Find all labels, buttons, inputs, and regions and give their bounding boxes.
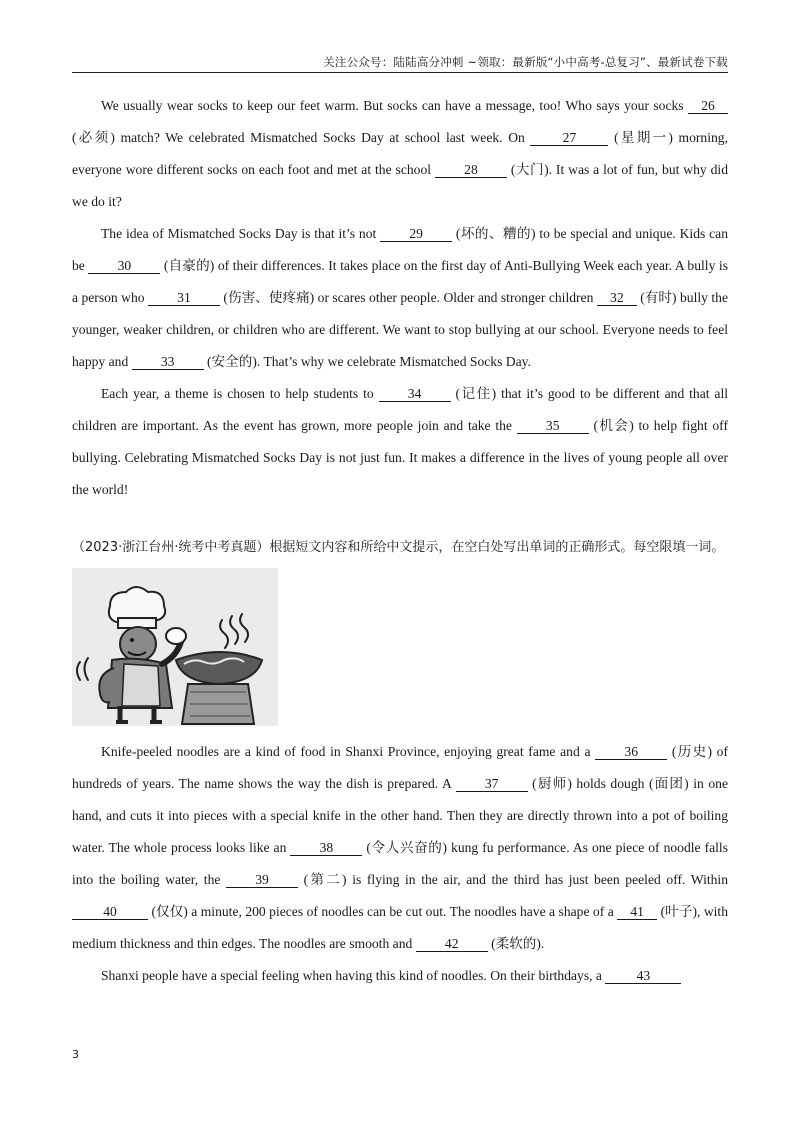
blank-28[interactable]: 28 xyxy=(435,163,507,178)
blank-26[interactable]: 26 xyxy=(688,99,728,114)
passage1-paragraph1 xyxy=(72,90,728,218)
exercise-instruction: （2023·浙江台州·统考中考真题）根据短文内容和所给中文提示，在空白处写出单词的正确形式。每空限填一词。 xyxy=(72,540,725,555)
header-divider xyxy=(72,72,728,73)
blank-37[interactable]: 37 xyxy=(456,777,528,792)
document-body xyxy=(72,90,728,992)
text-span: (厨师) holds dough (面团) in one hand, and cuts it into pieces with a special knife in the other hand. Then they are directly thrown into a pot of boiling water. The whole process looks like an xyxy=(72,776,728,855)
blank-39[interactable]: 39 xyxy=(226,873,298,888)
blank-35[interactable]: 35 xyxy=(517,419,589,434)
blank-34[interactable]: 34 xyxy=(379,387,451,402)
blank-40[interactable]: 40 xyxy=(72,905,148,920)
cook-cutting-noodles-illustration xyxy=(72,568,278,726)
blank-36[interactable]: 36 xyxy=(595,745,667,760)
text-span: Each year, a theme is chosen to help students to xyxy=(101,386,379,401)
text-span: (柔软的). xyxy=(487,936,545,951)
blank-38[interactable]: 38 xyxy=(290,841,362,856)
passage1-paragraph2 xyxy=(72,218,728,378)
text-span: (星期一) morning, everyone wore different socks on each foot and met at the school xyxy=(72,130,728,177)
text-span: (必须) match? We celebrated Mismatched Socks Day at school last week. On xyxy=(72,130,531,145)
text-span: (叶子), with medium thickness and thin edges. The noodles are smooth and xyxy=(72,904,728,951)
text-span: (自豪的) of their differences. It takes place on the first day of Anti-Bullying Week each year. A bully is a person who xyxy=(72,258,728,305)
text-span: (令人兴奋的) kung fu performance. As one piece of noodle falls into the boiling water, the xyxy=(72,840,728,887)
text-span: (历史) of hundreds of years. The name shows the way the dish is prepared. A xyxy=(72,744,728,791)
text-span: (第二) is flying in the air, and the third has just been peeled off. Within xyxy=(298,872,728,887)
text-span: (记住) that it’s good to be different and that all children are important. As the event has grown, more people join and take the xyxy=(72,386,729,433)
blank-31[interactable]: 31 xyxy=(148,291,220,306)
blank-27[interactable]: 27 xyxy=(530,131,608,146)
text-span: (机会) to help fight off bullying. Celebrating Mismatched Socks Day is not just fun. It makes a difference in the lives of young people all over the world! xyxy=(72,418,728,497)
text-span: (伤害、使疼痛) or scares other people. Older and stronger children xyxy=(219,290,597,305)
text-span: (安全的). That’s why we celebrate Mismatched Socks Day. xyxy=(203,354,531,369)
text-span: (仅仅) a minute, 200 pieces of noodles can be cut out. The noodles have a shape of a xyxy=(148,904,618,919)
passage2-paragraph1 xyxy=(72,736,728,960)
blank-42[interactable]: 42 xyxy=(416,937,488,952)
blank-29[interactable]: 29 xyxy=(380,227,452,242)
text-span: The idea of Mismatched Socks Day is that it’s not xyxy=(101,226,381,241)
passage2-paragraph2 xyxy=(72,960,728,992)
text-span: Shanxi people have a special feeling when having this kind of noodles. On their birthdays, a xyxy=(101,968,606,983)
blank-33[interactable]: 33 xyxy=(132,355,204,370)
page-header: 关注公众号：陆陆高分冲刺 ~领取：最新版“小中高考-总复习”、最新试卷下载 xyxy=(323,55,728,69)
text-span: (有时) bully the younger, weaker children, or children who are different. We want to stop bullying at our school. Everyone needs to feel happy and xyxy=(72,290,728,369)
blank-30[interactable]: 30 xyxy=(88,259,160,274)
text-span: Knife-peeled noodles are a kind of food in Shanxi Province, enjoying great fame and a xyxy=(101,744,596,759)
passage1-paragraph3 xyxy=(72,378,728,506)
blank-32[interactable]: 32 xyxy=(597,291,637,306)
text-span: (大门). It was a lot of fun, but why did we do it? xyxy=(72,162,728,209)
text-span: (坏的、糟的) to be special and unique. Kids can be xyxy=(72,226,728,273)
page-number: 3 xyxy=(72,1048,79,1061)
blank-41[interactable]: 41 xyxy=(617,905,657,920)
blank-43[interactable]: 43 xyxy=(605,969,681,984)
text-span: We usually wear socks to keep our feet warm. But socks can have a message, too! Who says your socks xyxy=(101,98,688,113)
